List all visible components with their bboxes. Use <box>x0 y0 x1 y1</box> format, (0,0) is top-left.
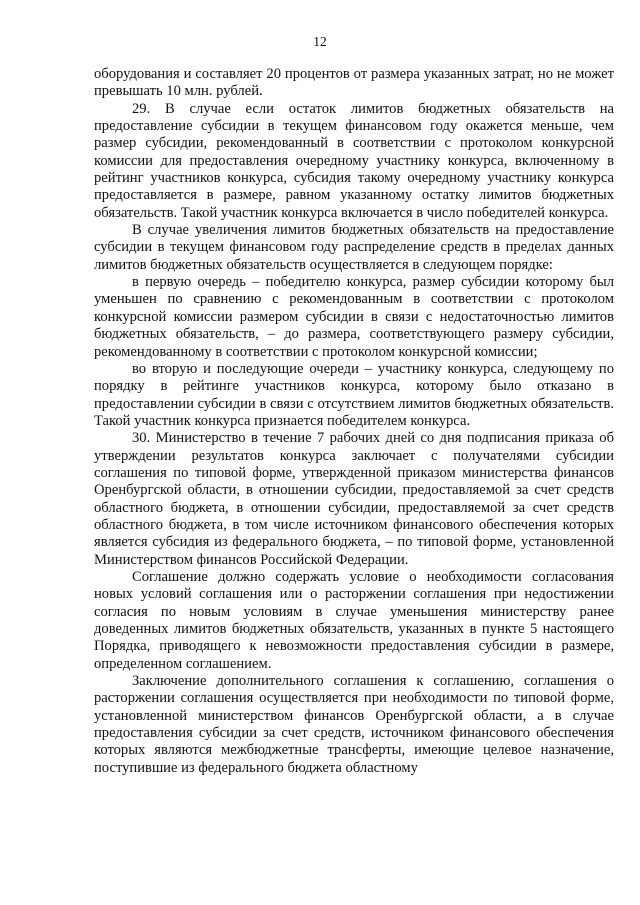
paragraph-continuation: оборудования и составляет 20 процентов от размера указанных затрат, но не может превышать 10 млн. рублей. <box>94 66 614 100</box>
paragraph-agreement-condition: Соглашение должно содержать условие о необходимости согласования новых условий соглашения или о расторжении соглашения при недостижении согласия по новым условиям в случае уменьшения министерству ранее доведенных лимитов бюджетных обязательств, указанных в пункте 5 настоящего Порядка, приводящего к невозможности предоставления субсидии в размере, определенном соглашением. <box>94 568 614 672</box>
paragraph-additional-agreement: Заключение дополнительного соглашения к соглашению, соглашения о расторжении соглашения осуществляется при необходимости по типовой форме, установленной министерством финансов Оренбургской области, а в случае предоставления субсидии за счет средств, источником финансового обеспечения которых являются межбюджетные трансферты, имеющие целевое назначение, поступившие из федерального бюджета областному <box>94 673 614 776</box>
paragraph-item-29: 29. В случае если остаток лимитов бюджетных обязательств на предоставление субсидии в текущем финансовом году окажется меньше, чем размер субсидии, рекомендованный в соответствии с протоколом конкурсной комиссии для предоставления очередному участнику конкурса, включенному в рейтинг участников конкурса, субсидия такому очередному участнику конкурса предоставляется в размере, равном указанному остатку лимитов бюджетных обязательств. Такой участник конкурса включается в число победителей конкурса. <box>94 100 614 221</box>
paragraph-second-priority: во вторую и последующие очереди – участнику конкурса, следующему по порядку в рейтинге участников конкурса, которому было отказано в предоставлении субсидии в связи с отсутствием лимитов бюджетных обязательств. Такой участник конкурса признается победителем конкурса. <box>94 360 614 429</box>
paragraph-item-30: 30. Министерство в течение 7 рабочих дней со дня подписания приказа об утверждении результатов конкурса заключает с получателями субсидии соглашения по типовой форме, утвержденной приказом министерства финансов Оренбургской области, в отношении субсидии, предоставляемой за счет средств областного бюджета, в отношении субсидии, предоставляемой за счет средств областного бюджета, в том числе источником финансового обеспечения которых является субсидия из федерального бюджета, – по типовой форме, установленной Министерством финансов Российской Федерации. <box>94 430 614 568</box>
document-body <box>94 66 614 777</box>
paragraph-first-priority: в первую очередь – победителю конкурса, размер субсидии которому был уменьшен по сравнению с рекомендованным в соответствии с протоколом конкурсной комиссии размером субсидии в связи с недостаточностью лимитов бюджетных обязательств, – до размера, соответствующего размеру субсидии, рекомендованному в соответствии с протоколом конкурсной комиссии; <box>94 274 614 360</box>
page-number: 12 <box>313 34 327 49</box>
paragraph-limits-increase: В случае увеличения лимитов бюджетных обязательств на предоставление субсидии в текущем финансовом году распределение средств в пределах данных лимитов бюджетных обязательств осуществляется в следующем порядке: <box>94 222 614 273</box>
